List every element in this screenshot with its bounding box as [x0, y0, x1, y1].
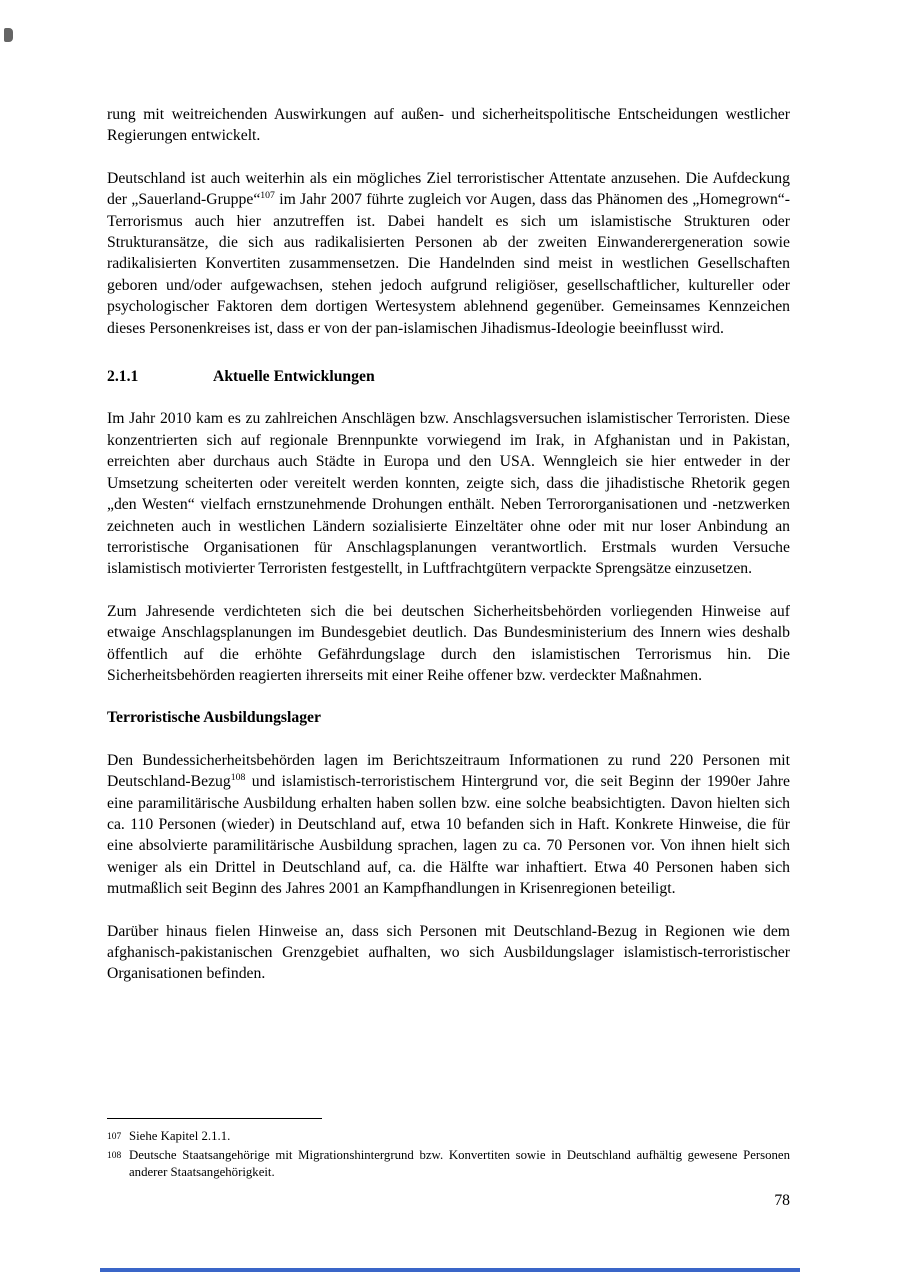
footnote-108: [107, 1147, 790, 1182]
footnote-text: Siehe Kapitel 2.1.1.: [129, 1129, 231, 1143]
paragraph-text: Deutschland ist auch weiterhin als ein mögliches Ziel terroristischer Attentate anzusehen. Die Aufdeckung der „Sauerland-Gruppe“: [107, 169, 790, 209]
footnote-text: Deutsche Staatsangehörige mit Migrationshintergrund bzw. Konvertiten sowie in Deutschland aufhältig gewesene Personen anderer Staatsangehörigkeit.: [129, 1147, 790, 1179]
section-number: 2.1.1: [107, 368, 139, 386]
footnote-number: 108: [107, 1150, 122, 1161]
footnote-area: [107, 1118, 790, 1182]
paragraph-text: und islamistisch-terroristischem Hintergrund vor, die seit Beginn der 1990er Jahre eine paramilitärische Ausbildung erhalten haben sollen bzw. eine solche beabsichtigten. Davon hielten sich ca. 110 Personen (wieder) in Deutschland auf, etwa 10 befanden sich in Haft. Konkrete Hinweise, die für eine absolvierte paramilitärische Ausbildung sprachen, lagen zu ca. 70 Personen vor. Von ihnen hielt sich weniger als ein Drittel in Deutschland auf, ca. die Hälfte war inhaftiert. Etwa 40 Personen haben sich mutmaßlich seit Beginn des Jahres 2001 an Kampfhandlungen in Krisenregionen beteiligt.: [107, 773, 790, 898]
body-paragraph-5: [107, 750, 790, 900]
scan-artifact: [4, 28, 13, 42]
page-number: 78: [774, 1192, 790, 1209]
body-paragraph-2: [107, 168, 790, 339]
sub-heading-terroristische-ausbildungslager: Terroristische Ausbildungslager: [107, 709, 321, 727]
paragraph-text: Den Bundessicherheitsbehörden lagen im Berichtszeitraum Informationen zu rund 220 Personen mit Deutschland-Bezug: [107, 751, 790, 791]
body-paragraph-1: rung mit weitreichenden Auswirkungen auf außen- und sicherheitspolitische Entscheidungen westlicher Regierungen entwickelt.: [107, 106, 790, 145]
body-paragraph-4: Zum Jahresende verdichteten sich die bei deutschen Sicherheitsbehörden vorliegenden Hinweise auf etwaige Anschlagsplanungen im Bundesgebiet deutlich. Das Bundesministerium des Innern wies deshalb öffentlich auf die erhöhte Gefährdungslage durch den islamistischen Terrorismus hin. Die Sicherheitsbehörden reagierten ihrerseits mit einer Reihe offener bzw. verdeckter Maßnahmen.: [107, 602, 790, 684]
paragraph-text: im Jahr 2007 führte zugleich vor Augen, dass das Phänomen des „Homegrown“-Terrorismus auch hier anzutreffen ist. Dabei handelt es sich um islamistische Strukturen oder Strukturansätze, die sich aus radikalisierten Personen ab der zweiten Einwanderergeneration sowie radikalisierten Konvertiten zusammensetzen. Die Handelnden sind meist in westlichen Gesellschaften geboren und/oder aufgewachsen, stehen jedoch aufgrund religiöser, gesellschaftlicher, kultureller oder psychologischer Faktoren dem dortigen Wertesystem ablehnend gegenüber. Gemeinsames Kennzeichen dieses Personenkreises ist, dass er von der pan-islamischen Jihadismus-Ideologie beeinflusst wird.: [107, 191, 790, 337]
footnote-reference-107: 107: [260, 189, 275, 201]
footnote-reference-108: 108: [230, 771, 246, 783]
page-body-text: [107, 104, 790, 1006]
footnote-number: 107: [107, 1132, 122, 1142]
section-title: Aktuelle Entwicklungen: [213, 368, 375, 386]
footnote-separator-rule: [107, 1118, 322, 1119]
section-heading-2-1-1: [107, 366, 790, 387]
body-paragraph-6: Darüber hinaus fielen Hinweise an, dass sich Personen mit Deutschland-Bezug in Regionen wie dem afghanisch-pakistanischen Grenzgebiet aufhalten, wo sich Ausbildungslager islamistisch-terroristischer Organisationen befinden.: [107, 922, 790, 983]
body-paragraph-3: Im Jahr 2010 kam es zu zahlreichen Anschlägen bzw. Anschlagsversuchen islamistischer Terroristen. Diese konzentrierten sich auf regionale Brennpunkte vorwiegend im Irak, in Afghanistan und in Pakistan, erreichten aber durchaus auch Städte in Europa und den USA. Wenngleich sie hier entweder in der Umsetzung scheiterten oder vereitelt werden konnten, zeigte sich, dass die jihadistische Rhetorik gegen „den Westen“ vielfach ernstzunehmende Drohungen enthält. Neben Terrororganisationen und -netzwerken zeichneten auch in westlichen Ländern sozialisierte Einzeltäter ohne oder mit nur loser Anbindung an terroristische Organisationen für Anschlagsplanungen verantwortlich. Erstmals wurden Versuche islamistisch motivierter Terroristen festgestellt, in Luftfrachtgütern verpackte Sprengsätze einzusetzen.: [107, 410, 790, 578]
footnote-107: [107, 1128, 790, 1147]
bottom-edge-bar: [100, 1268, 800, 1272]
